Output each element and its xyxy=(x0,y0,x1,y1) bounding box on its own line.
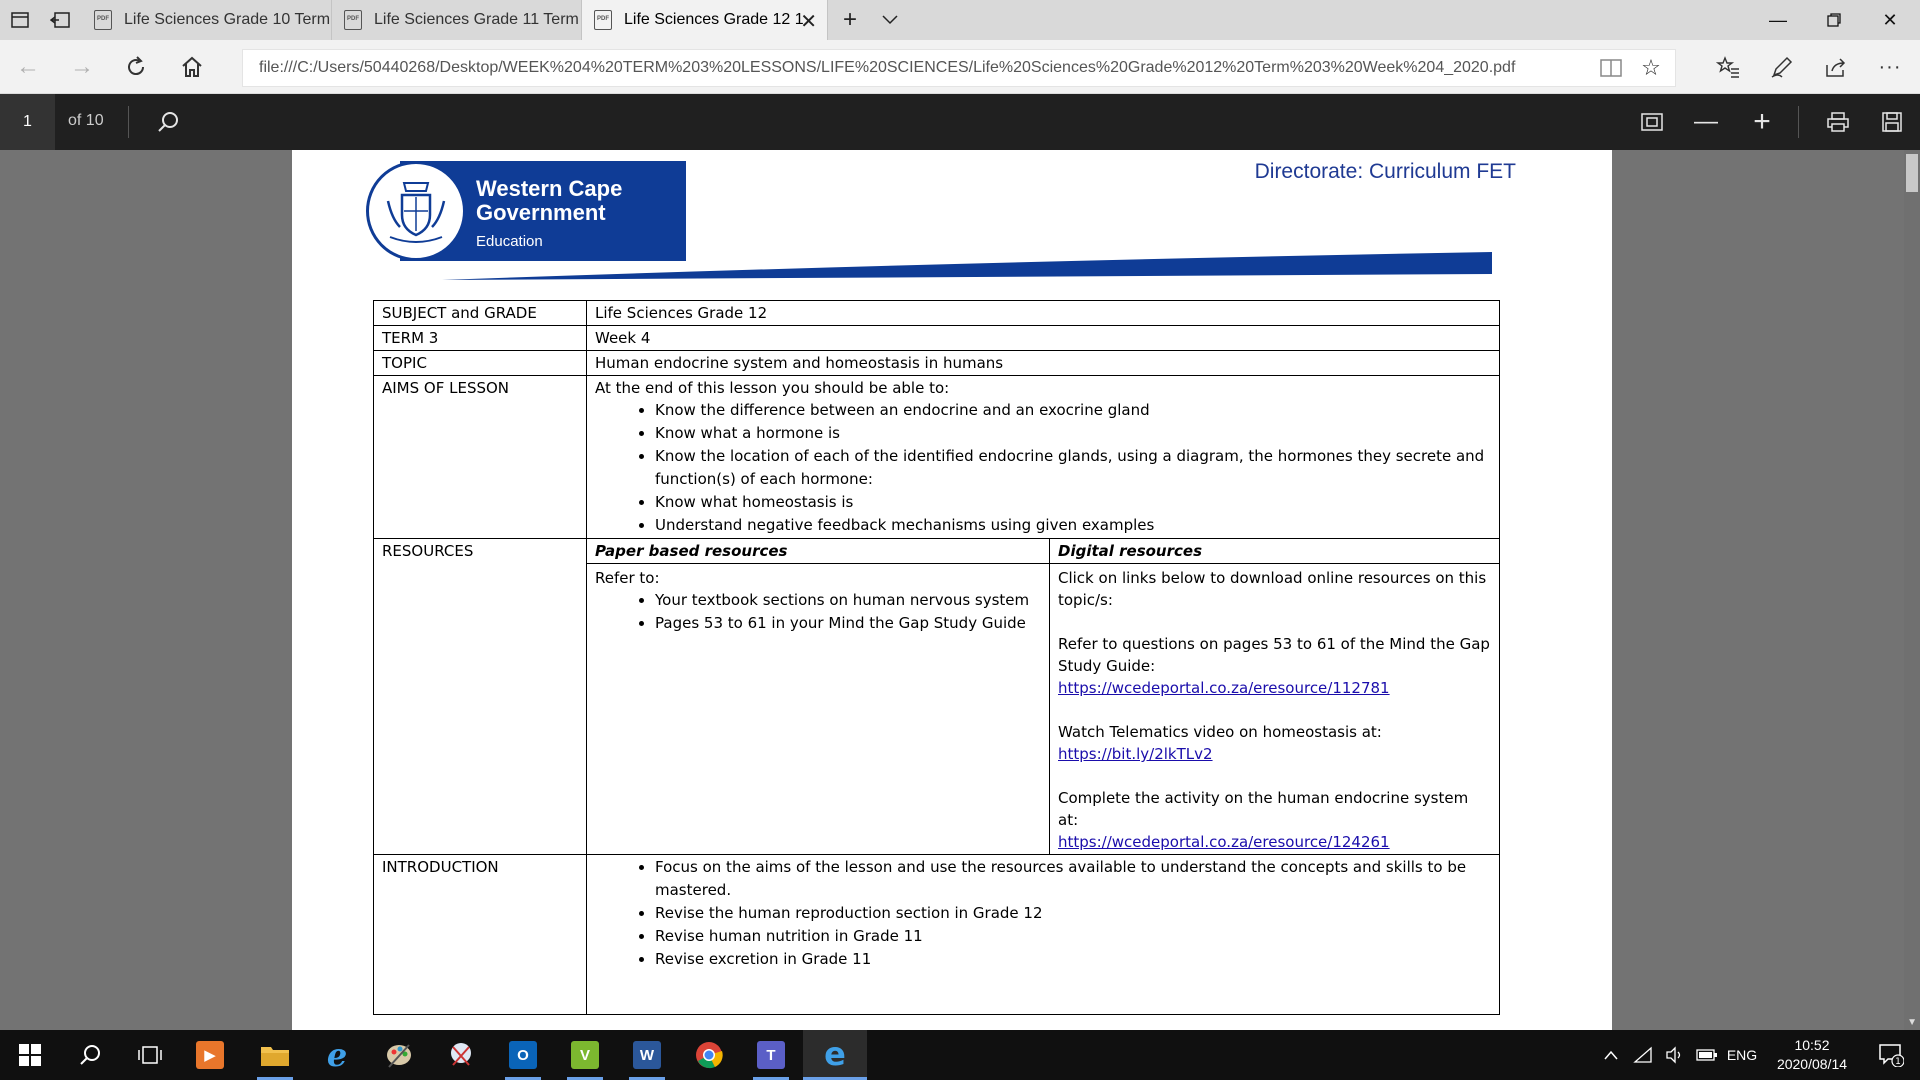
digital-item-text: Refer to questions on pages 53 to 61 of the Mind the Gap Study Guide: xyxy=(1058,635,1490,675)
table-row xyxy=(374,539,1500,564)
paper-intro: Refer to: xyxy=(595,569,660,587)
list-item: • Know what homeostasis is xyxy=(655,491,1491,514)
subject-label: SUBJECT and GRADE xyxy=(374,301,587,326)
digital-item-text: Complete the activity on the human endocrine system at: xyxy=(1058,789,1469,829)
scroll-down-arrow-icon[interactable]: ▼ xyxy=(1907,1017,1917,1028)
telematics-video-link[interactable]: https://bit.ly/2lkTLv2 xyxy=(1058,745,1213,763)
fit-page-icon[interactable] xyxy=(1632,102,1672,142)
logo-title: Western Cape Government xyxy=(476,176,623,225)
eresource-link-112781[interactable]: https://wcedeportal.co.za/eresource/112781 xyxy=(1058,679,1390,697)
language-indicator[interactable]: ENG xyxy=(1726,1047,1758,1063)
digital-resources-heading: Digital resources xyxy=(1050,539,1500,564)
snipping-tool-icon[interactable] xyxy=(431,1030,491,1080)
logo-subtitle: Education xyxy=(476,233,543,250)
aims-list xyxy=(595,399,1491,537)
word-icon[interactable]: W xyxy=(617,1030,677,1080)
back-icon[interactable]: ← xyxy=(16,53,40,80)
subject-value: Life Sciences Grade 12 xyxy=(587,301,1500,326)
pdf-toolbar xyxy=(0,94,1920,150)
list-item: • Know the location of each of the identified endocrine glands, using a diagram, the hormones they secrete and function(s) of each hormone: xyxy=(655,445,1491,491)
windows-taskbar xyxy=(0,1030,1920,1080)
forward-icon[interactable]: → xyxy=(70,53,94,80)
volume-icon[interactable] xyxy=(1660,1030,1690,1080)
paper-resources-heading: Paper based resources xyxy=(587,539,1050,564)
paint-icon[interactable] xyxy=(369,1030,429,1080)
share-icon[interactable] xyxy=(1816,47,1856,87)
list-item: • Understand negative feedback mechanisms using given examples xyxy=(655,514,1491,537)
reading-view-icon[interactable] xyxy=(1592,49,1630,87)
print-icon[interactable] xyxy=(1818,102,1858,142)
notification-count: 1 xyxy=(1895,1057,1901,1067)
toolbar-divider xyxy=(1798,106,1799,138)
tab-label: Life Sciences Grade 10 Term xyxy=(124,11,331,28)
digital-intro: Click on links below to download online resources on this topic/s: xyxy=(1058,569,1487,609)
term-label: TERM 3 xyxy=(374,326,587,351)
refresh-icon[interactable] xyxy=(116,47,156,87)
page-count: of 10 xyxy=(68,112,104,129)
list-item: • Revise the human reproduction section in Grade 12 xyxy=(655,902,1491,925)
table-row xyxy=(374,301,1500,326)
zoom-in-icon[interactable]: + xyxy=(1753,105,1771,138)
vertical-scrollbar[interactable] xyxy=(1904,150,1920,1030)
topic-label: TOPIC xyxy=(374,351,587,376)
pdf-page xyxy=(292,150,1612,1030)
table-row xyxy=(374,376,1500,539)
list-item: • Your textbook sections on human nervous system xyxy=(655,589,1041,612)
pen-icon[interactable] xyxy=(1762,47,1802,87)
table-row xyxy=(374,855,1500,1015)
list-item: • Revise excretion in Grade 11 xyxy=(655,948,1491,971)
digital-resources-cell xyxy=(1050,564,1500,855)
table-row xyxy=(374,326,1500,351)
aims-cell xyxy=(587,376,1500,539)
clock[interactable] xyxy=(1752,1036,1872,1074)
pdf-icon: PDF xyxy=(94,10,112,30)
home-icon[interactable] xyxy=(172,47,212,87)
start-icon[interactable] xyxy=(0,1030,60,1080)
media-player-icon[interactable]: ▶ xyxy=(180,1030,240,1080)
edge-icon[interactable]: e xyxy=(803,1030,867,1080)
restore-icon[interactable] xyxy=(1806,0,1862,40)
resources-label: RESOURCES xyxy=(374,539,587,855)
show-hidden-icons-icon[interactable] xyxy=(1596,1030,1626,1080)
topic-value: Human endocrine system and homeostasis in humans xyxy=(587,351,1500,376)
search-icon[interactable] xyxy=(148,102,188,142)
tab-grade-11[interactable] xyxy=(332,0,582,40)
favorites-list-icon[interactable] xyxy=(1708,47,1748,87)
close-window-icon[interactable]: ✕ xyxy=(1882,9,1898,30)
tab-label: Life Sciences Grade 11 Term xyxy=(374,11,579,28)
tab-bar xyxy=(0,0,1920,40)
more-icon[interactable]: ··· xyxy=(1878,55,1902,78)
wcg-logo xyxy=(366,161,686,261)
tab-label: Life Sciences Grade 12 1 xyxy=(624,11,804,28)
minimize-icon[interactable]: — xyxy=(1769,9,1787,30)
navigation-bar xyxy=(0,40,1920,94)
header-swoosh xyxy=(442,250,1492,280)
address-bar[interactable]: file:///C:/Users/50440268/Desktop/WEEK%204%20TERM%203%20LESSONS/LIFE%20SCIENCES/Life%20Sciences%20Grade%2012%20Term%203%20Week%204_2020.pdf xyxy=(242,49,1676,87)
list-item: • Pages 53 to 61 in your Mind the Gap Study Guide xyxy=(655,612,1041,635)
term-value: Week 4 xyxy=(587,326,1500,351)
list-item: • Revise human nutrition in Grade 11 xyxy=(655,925,1491,948)
eresource-link-124261[interactable]: https://wcedeportal.co.za/eresource/124261 xyxy=(1058,833,1390,851)
aims-label: AIMS OF LESSON xyxy=(374,376,587,539)
network-icon[interactable] xyxy=(1628,1030,1658,1080)
vert-app-icon[interactable]: V xyxy=(555,1030,615,1080)
introduction-list xyxy=(595,856,1491,971)
close-tab-icon[interactable]: ✕ xyxy=(800,11,817,33)
aims-intro: At the end of this lesson you should be able to: xyxy=(595,379,950,397)
taskbar-search-icon[interactable] xyxy=(60,1030,120,1080)
action-center-icon[interactable] xyxy=(1866,1030,1916,1080)
task-view-icon[interactable] xyxy=(120,1030,180,1080)
outlook-icon[interactable]: O xyxy=(493,1030,553,1080)
toolbar-divider xyxy=(128,106,129,138)
pdf-icon: PDF xyxy=(594,10,612,30)
table-row xyxy=(374,351,1500,376)
list-item: • Know what a hormone is xyxy=(655,422,1491,445)
file-explorer-icon[interactable] xyxy=(245,1030,305,1080)
clock-time: 10:52 xyxy=(1794,1037,1830,1053)
tab-grade-10[interactable] xyxy=(82,0,332,40)
page-number-input[interactable]: 1 xyxy=(0,94,55,150)
clock-date: 2020/08/14 xyxy=(1776,1056,1848,1072)
lesson-plan-table xyxy=(373,300,1500,1015)
pdf-icon: PDF xyxy=(344,10,362,30)
internet-explorer-icon[interactable]: e xyxy=(326,1036,348,1074)
list-item: • Know the difference between an endocrine and an exocrine gland xyxy=(655,399,1491,422)
favorite-star-icon[interactable]: ☆ xyxy=(1641,55,1661,80)
digital-item-text: Watch Telematics video on homeostasis at: xyxy=(1058,723,1382,741)
chrome-icon[interactable] xyxy=(679,1030,739,1080)
scrollbar-thumb[interactable] xyxy=(1906,154,1918,192)
save-icon[interactable] xyxy=(1872,102,1912,142)
paper-list xyxy=(595,589,1041,635)
chevron-down-icon[interactable] xyxy=(870,0,910,40)
introduction-label: INTRODUCTION xyxy=(374,855,587,1015)
set-aside-tabs-icon[interactable] xyxy=(40,0,80,40)
new-tab-icon[interactable]: + xyxy=(842,6,857,33)
tab-actions-icon[interactable] xyxy=(0,0,40,40)
directorate-heading: Directorate: Curriculum FET xyxy=(1254,160,1516,183)
introduction-cell xyxy=(587,855,1500,1015)
battery-icon[interactable] xyxy=(1692,1030,1722,1080)
pdf-viewer[interactable] xyxy=(0,150,1920,1030)
tab-grade-12[interactable] xyxy=(582,0,828,40)
list-item: • Focus on the aims of the lesson and use the resources available to understand the concepts and skills to be mastered. xyxy=(655,856,1491,902)
coat-of-arms-icon xyxy=(366,161,466,261)
zoom-out-icon[interactable]: — xyxy=(1694,108,1718,135)
teams-icon[interactable]: T xyxy=(741,1030,801,1080)
paper-resources-cell xyxy=(587,564,1050,855)
